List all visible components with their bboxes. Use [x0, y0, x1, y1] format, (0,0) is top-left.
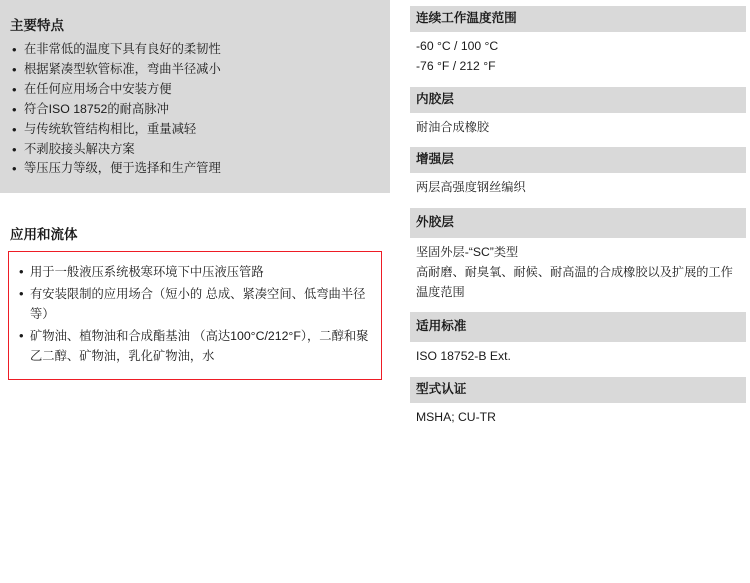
spec-body	[410, 173, 746, 206]
spec-body	[410, 32, 746, 85]
right-column	[410, 6, 746, 438]
spec-inner-tube	[410, 87, 746, 146]
applications-list	[17, 262, 371, 366]
spec-line: MSHA; CU-TR	[416, 410, 496, 425]
spec-line: -60 °C / 100 °C	[416, 39, 499, 53]
spec-header: 适用标准	[410, 312, 746, 342]
main-features-panel	[0, 0, 390, 193]
list-item: • 在任何应用场合中安装方便	[10, 80, 380, 100]
applications-panel	[8, 251, 382, 380]
list-item: • 与传统软管结构相比，重量减轻	[10, 120, 380, 140]
spec-line: -76 °F / 212 °F	[416, 58, 496, 73]
spec-body	[410, 238, 746, 310]
spec-approvals	[410, 377, 746, 436]
list-item: • 不剥胶接头解决方案	[10, 140, 380, 160]
spec-body	[410, 342, 746, 375]
main-features-list	[10, 40, 380, 179]
spec-body	[410, 113, 746, 146]
spec-body	[410, 403, 746, 436]
spec-standard	[410, 312, 746, 375]
spec-cover	[410, 208, 746, 310]
spec-line: 两层高强度钢丝编织	[416, 180, 526, 195]
main-features-title: 主要特点	[10, 18, 64, 33]
spec-header: 连续工作温度范围	[410, 6, 746, 32]
spec-header: 外胶层	[410, 208, 746, 238]
list-item: • 根据紧凑型软管标准，弯曲半径减小	[10, 60, 380, 80]
spec-line: 坚固外层-“SC”类型	[416, 245, 519, 260]
spec-line: ISO 18752-B Ext.	[416, 349, 511, 364]
list-item: • 等压压力等级，便于选择和生产管理	[10, 159, 380, 179]
list-item: • 矿物油、植物油和合成酯基油 （高达100°C/212°F），二醇和聚乙二醇、矿物油，乳化矿物油，水	[17, 326, 371, 367]
applications-title: 应用和流体	[10, 227, 78, 243]
spec-header: 型式认证	[410, 377, 746, 403]
spec-line: 耐油合成橡胶	[416, 119, 490, 134]
spec-reinforcement	[410, 147, 746, 206]
list-item: • 用于一般液压系统极寒环境下中压液压管路	[17, 262, 371, 282]
list-item: • 符合ISO 18752的耐高脉冲	[10, 100, 380, 120]
spec-header: 内胶层	[410, 87, 746, 113]
spec-header: 增强层	[410, 147, 746, 173]
spec-temperature-range	[410, 6, 746, 85]
list-item: • 在非常低的温度下具有良好的柔韧性	[10, 40, 380, 60]
list-item: • 有安装限制的应用场合（短小的 总成、紧凑空间、低弯曲半径等）	[17, 284, 371, 325]
spec-line: 高耐磨、耐臭氧、耐候、耐高温的合成橡胶以及扩展的工作温度范围	[416, 264, 733, 299]
left-column	[0, 0, 390, 380]
